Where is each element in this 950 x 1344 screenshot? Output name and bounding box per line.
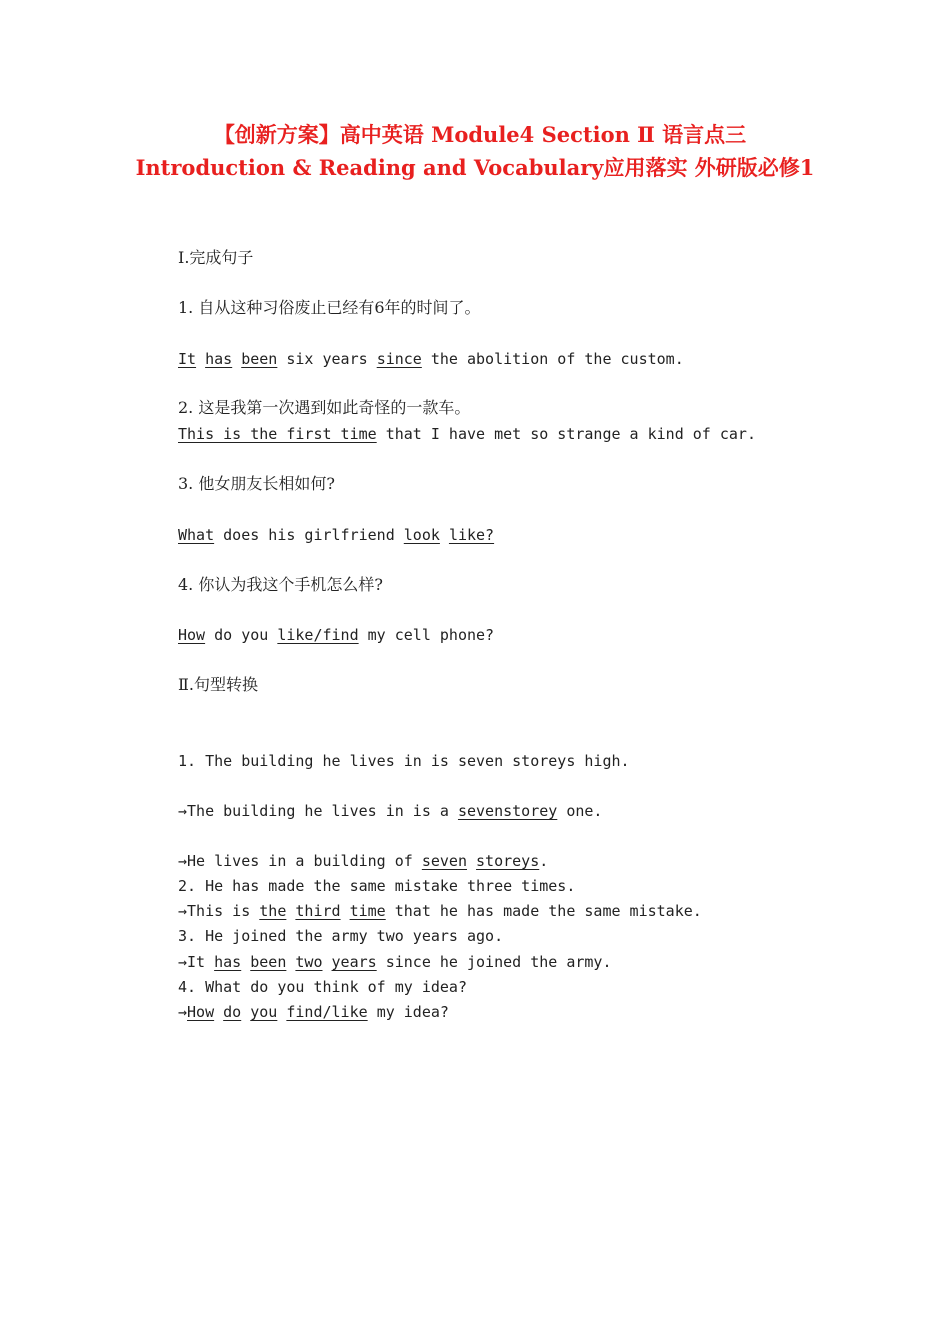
- blank: the: [259, 902, 287, 920]
- blank: How: [178, 626, 206, 644]
- blank: How: [187, 1003, 215, 1021]
- s1-q4-chinese: 4. 你认为我这个手机怎么样?: [178, 575, 383, 594]
- text: .: [539, 852, 549, 870]
- text: one.: [566, 802, 603, 820]
- s1-q2-chinese: 2. 这是我第一次遇到如此奇怪的一款车。: [178, 398, 471, 417]
- text: six years: [286, 350, 368, 368]
- blank: It: [178, 350, 197, 368]
- s2-q1-answer-1: [178, 801, 602, 821]
- s1-q4-answer: [178, 625, 494, 645]
- text: my idea?: [376, 1003, 449, 1021]
- title-line-2: Introduction & Reading and Vocabulary应用落实 外研版必修1: [135, 155, 815, 180]
- s1-q1-chinese: 1. 自从这种习俗废止已经有6年的时间了。: [178, 298, 481, 317]
- blank: been: [241, 350, 278, 368]
- text: does his girlfriend: [223, 526, 395, 544]
- blank: since: [376, 350, 422, 368]
- section2-heading: Ⅱ.句型转换: [178, 675, 258, 694]
- text: do you: [214, 626, 269, 644]
- s1-q3-chinese: 3. 他女朋友长相如何?: [178, 474, 335, 493]
- arrow: →: [178, 1003, 188, 1021]
- blank: storeys: [476, 852, 540, 870]
- blank: two: [295, 953, 323, 971]
- blank: like/find: [277, 626, 359, 644]
- blank: find/like: [286, 1003, 368, 1021]
- text: that he has made the same mistake.: [394, 902, 702, 920]
- blank: time: [349, 902, 386, 920]
- blank: What: [178, 526, 215, 544]
- text: since he joined the army.: [385, 953, 612, 971]
- s2-q2-sentence: 2. He has made the same mistake three times.: [178, 877, 576, 895]
- s2-q3-sentence: 3. He joined the army two years ago.: [178, 927, 504, 945]
- section1-heading: Ⅰ.完成句子: [178, 248, 254, 267]
- blank: like?: [448, 526, 495, 544]
- blank: do: [223, 1003, 242, 1021]
- s2-q4-answer: [178, 1002, 449, 1022]
- s2-q1-answer-2: [178, 851, 548, 871]
- title-line-1: 【创新方案】高中英语 Module4 Section Ⅱ 语言点三: [213, 122, 747, 147]
- s2-q4-sentence: 4. What do you think of my idea?: [178, 978, 467, 996]
- blank: seven: [421, 852, 467, 870]
- s1-q3-answer: [178, 525, 494, 545]
- blank: has: [214, 953, 242, 971]
- text: →It: [178, 953, 206, 971]
- blank: been: [250, 953, 287, 971]
- blank: This is the first time: [178, 425, 377, 443]
- text: the abolition of the custom.: [430, 350, 684, 368]
- text: →The building he lives in is a: [178, 802, 449, 820]
- s2-q3-answer: [178, 952, 612, 972]
- s1-q2-answer: [178, 424, 756, 444]
- text: that I have met so strange a kind of car.: [385, 425, 756, 443]
- blank: look: [403, 526, 440, 544]
- s2-q1-sentence: 1. The building he lives in is seven storeys high.: [178, 752, 630, 770]
- s2-q2-answer: [178, 901, 702, 921]
- blank: years: [331, 953, 377, 971]
- blank: you: [250, 1003, 278, 1021]
- text: →He lives in a building of: [178, 852, 413, 870]
- s1-q1-answer: [178, 349, 684, 369]
- text: my cell phone?: [367, 626, 495, 644]
- blank: has: [205, 350, 233, 368]
- blank: sevenstorey: [457, 802, 558, 820]
- blank: third: [295, 902, 341, 920]
- text: →This is: [178, 902, 251, 920]
